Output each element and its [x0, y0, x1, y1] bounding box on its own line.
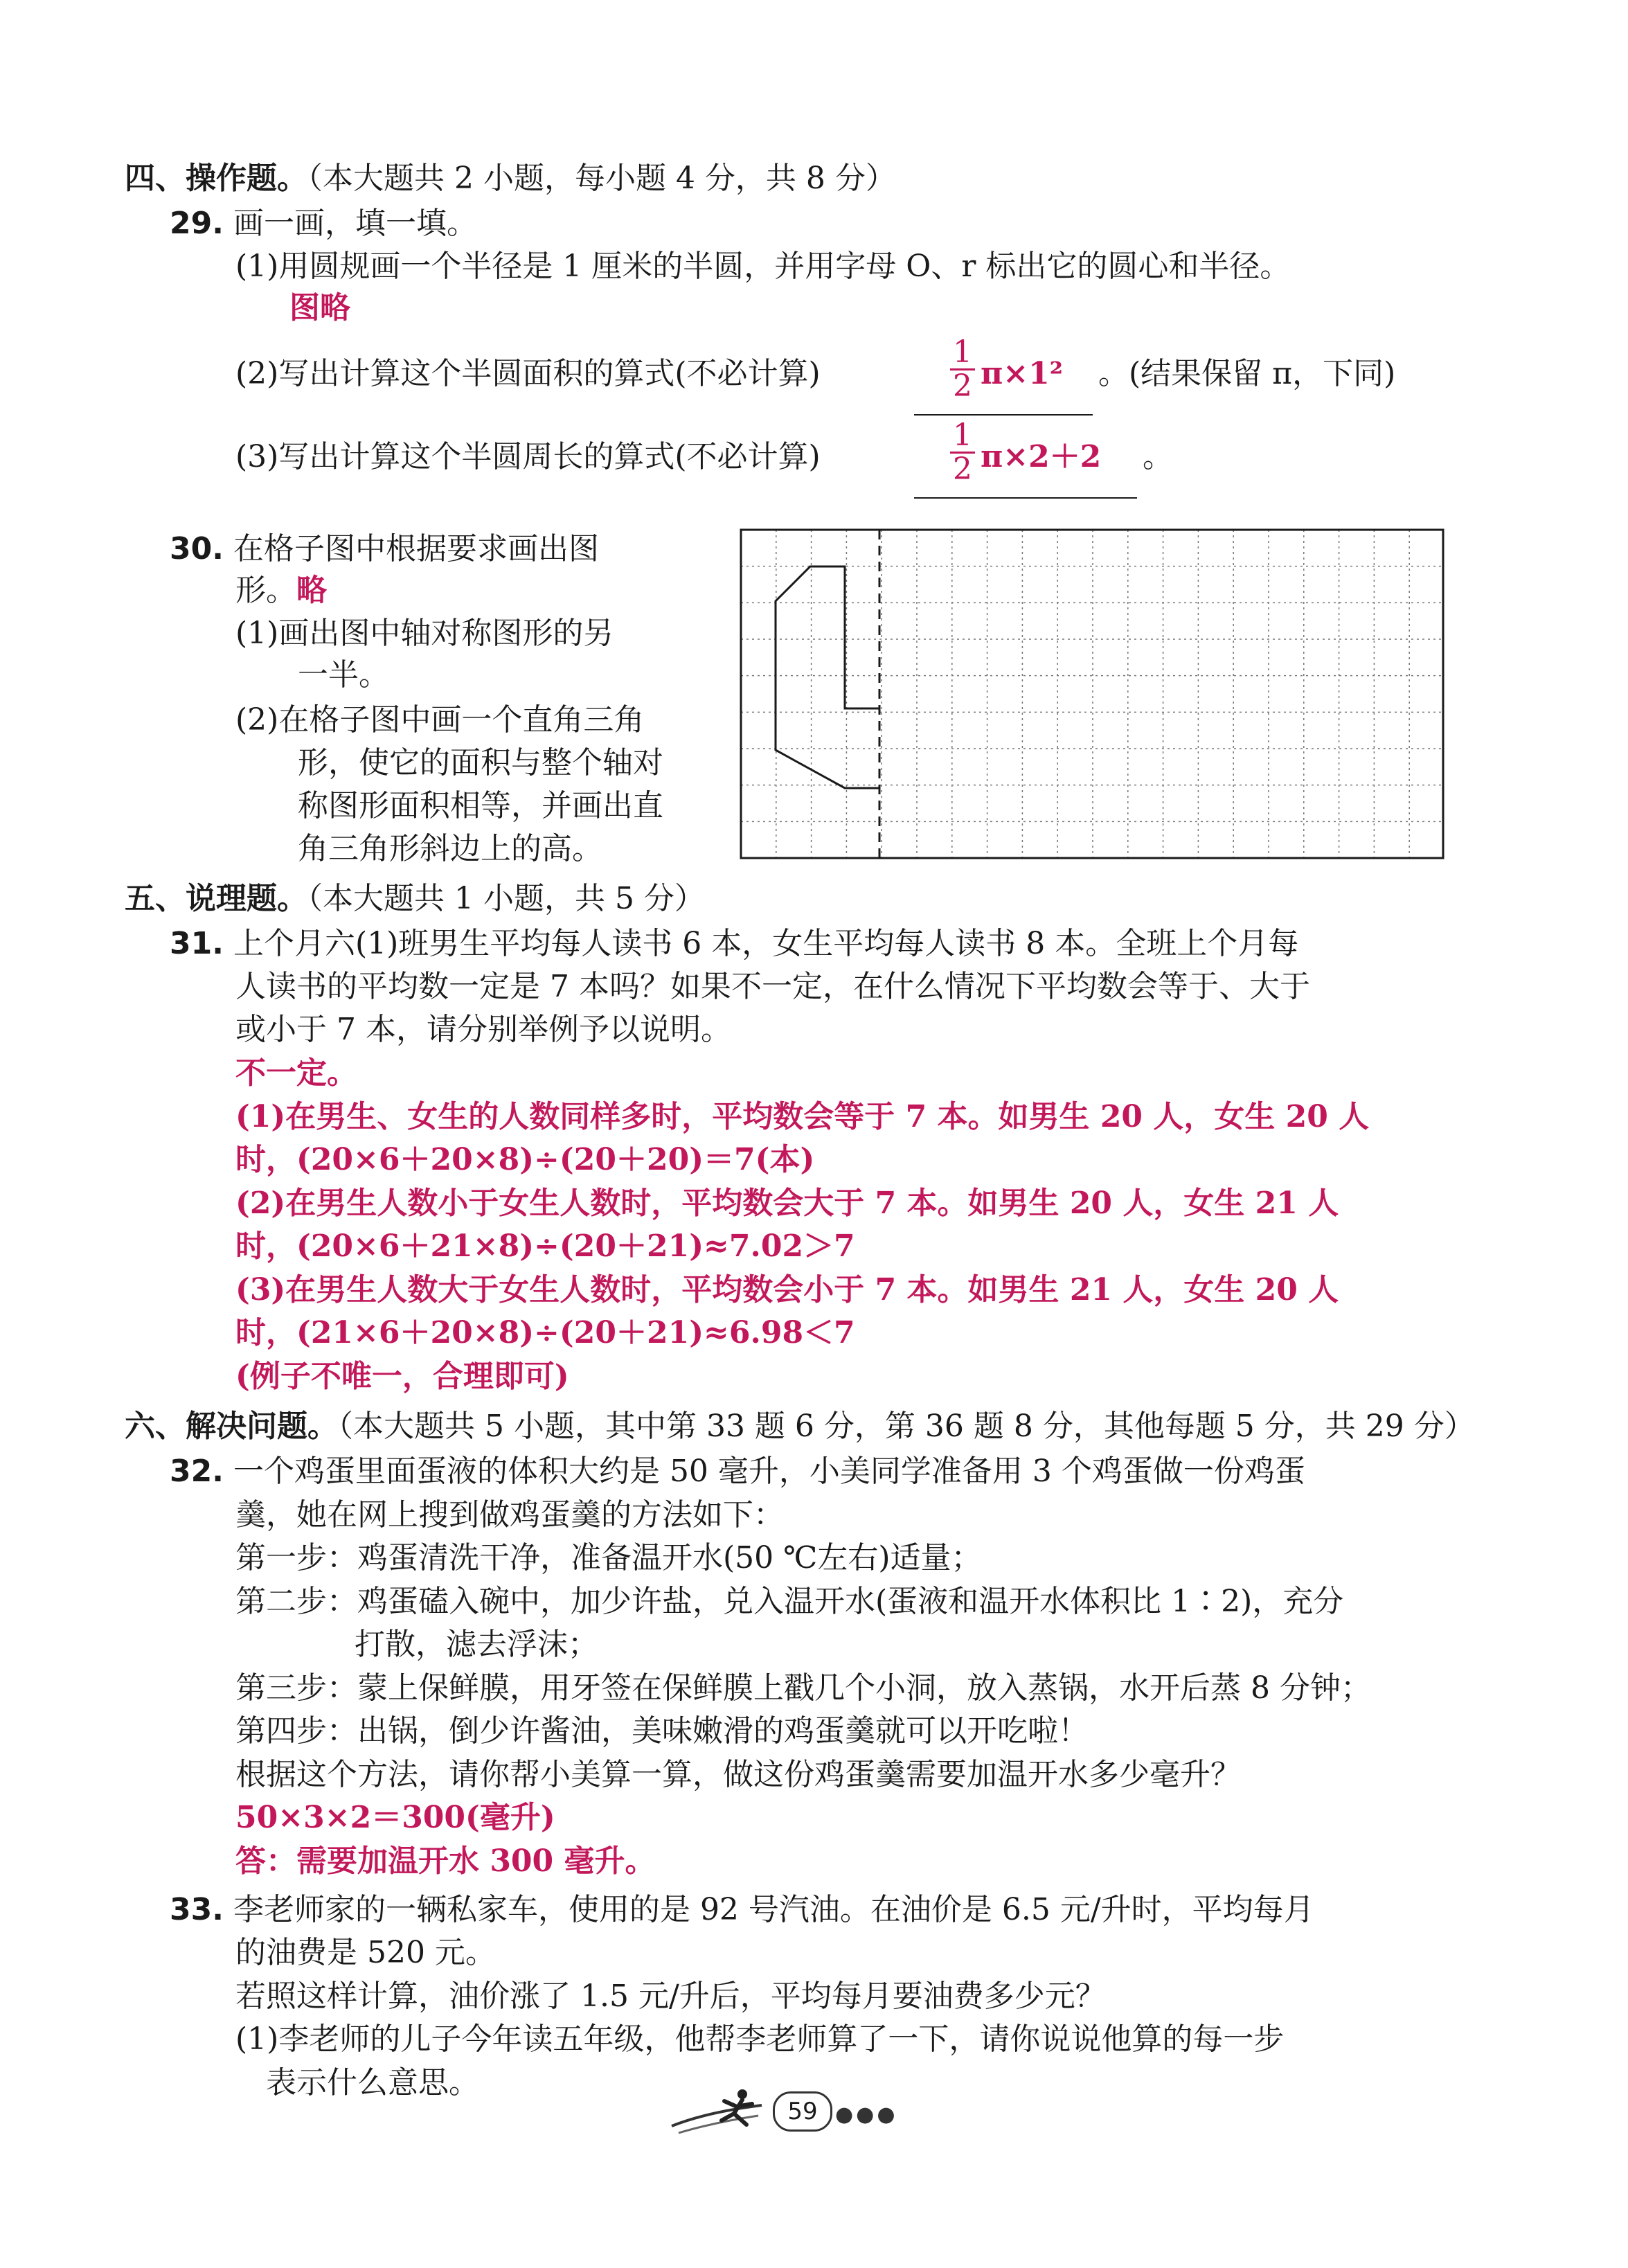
- q32-ask: 根据这个方法，请你帮小美算一算，做这份鸡蛋羹需要加温开水多少毫升？: [235, 1757, 1241, 1792]
- q30-part-2-line-4: 角三角形斜边上的高。: [298, 831, 602, 866]
- section-4-heading: [125, 158, 896, 199]
- q29-part-3: (3)写出计算这个半圆周长的算式(不必计算): [235, 439, 821, 474]
- q31-answer-7: (例子不唯一，合理即可): [235, 1359, 569, 1394]
- q30-part-2-line-3: 称图形面积相等，并画出直: [298, 788, 663, 823]
- q29-part-3-fraction: [950, 420, 975, 485]
- q30-part-2-line-2: 形，使它的面积与整个轴对: [298, 745, 663, 780]
- q30-answer: 略: [296, 573, 327, 608]
- question-text: 画一画，填一填。: [233, 206, 477, 241]
- grid-lines: [741, 530, 1443, 858]
- question-32: [170, 1451, 1305, 1492]
- q32-step-3: 第三步：蒙上保鲜膜，用牙签在保鲜膜上戳几个小洞，放入蒸锅，水开后蒸 8 分钟；: [235, 1670, 1371, 1706]
- question-number: 30.: [170, 531, 224, 566]
- q29-part-2-answer: π×1²: [981, 356, 1063, 391]
- fraction-denominator: 2: [953, 368, 972, 404]
- question-number: 31.: [170, 926, 224, 961]
- question-number: 29.: [170, 206, 224, 241]
- question-number: 32.: [170, 1454, 224, 1489]
- question-number: 33.: [170, 1892, 224, 1927]
- q29-part-3-tail: 。: [1143, 439, 1173, 474]
- answer-underline: [914, 414, 1093, 416]
- question-text: 上个月六(1)班男生平均每人读书 6 本，女生平均每人读书 8 本。全班上个月每: [233, 926, 1299, 961]
- section-title: 六、解决问题。: [125, 1409, 338, 1444]
- q31-answer-3: (2)在男生人数小于女生人数时，平均数会大于 7 本。如男生 20 人，女生 21 人: [235, 1186, 1339, 1221]
- section-note: （本大题共 1 小题，共 5 分）: [307, 881, 705, 916]
- q29-part-2: (2)写出计算这个半圆面积的算式(不必计算): [235, 356, 821, 391]
- q29-part-1-answer: 图略: [289, 290, 350, 325]
- question-text: 形。: [235, 573, 296, 608]
- q33-line-3: 若照这样计算，油价涨了 1.5 元/升后，平均每月要油费多少元？: [235, 1979, 1106, 2014]
- q29-part-2-tail: 。(结果保留 π，下同): [1098, 356, 1396, 391]
- q29-part-3-answer: π×2＋2: [981, 439, 1102, 474]
- page-dots: ●●●: [835, 2102, 898, 2127]
- fraction-numerator: 1: [953, 334, 972, 370]
- q30-part-2-line-1: (2)在格子图中画一个直角三角: [235, 702, 645, 738]
- section-note: （本大题共 5 小题，其中第 33 题 6 分，第 36 题 8 分，其他每题 5 分，共 29 分）: [338, 1409, 1475, 1444]
- q30-part-1-line-1: (1)画出图中轴对称图形的另: [235, 616, 614, 651]
- q33-part-1-cont: 表示什么意思。: [266, 2065, 479, 2100]
- section-note: （本大题共 2 小题，每小题 4 分，共 8 分）: [307, 161, 896, 196]
- q31-answer-1: (1)在男生、女生的人数同样多时，平均数会等于 7 本。如男生 20 人，女生 20 人: [235, 1099, 1370, 1134]
- q32-line-2: 羹，她在网上搜到做鸡蛋羹的方法如下：: [235, 1497, 784, 1533]
- q33-line-2: 的油费是 520 元。: [235, 1935, 496, 1970]
- answer-underline: [914, 497, 1137, 499]
- question-29: [170, 203, 477, 244]
- question-30-line-2: [235, 570, 327, 611]
- question-text: 一个鸡蛋里面蛋液的体积大约是 50 毫升，小美同学准备用 3 个鸡蛋做一份鸡蛋: [233, 1454, 1305, 1489]
- q31-answer-5: (3)在男生人数大于女生人数时，平均数会小于 7 本。如男生 21 人，女生 20 人: [235, 1272, 1339, 1307]
- q32-step-1: 第一步：鸡蛋清洗干净，准备温开水(50 ℃左右)适量；: [235, 1540, 982, 1575]
- fraction-denominator: 2: [953, 452, 972, 487]
- page-number: 59: [773, 2091, 832, 2132]
- q32-step-4: 第四步：出锅，倒少许酱油，美味嫩滑的鸡蛋羹就可以开吃啦！: [235, 1713, 1089, 1749]
- section-6-heading: [125, 1406, 1475, 1447]
- q29-part-1: (1)用圆规画一个半径是 1 厘米的半圆，并用字母 O、r 标出它的圆心和半径。: [235, 249, 1291, 284]
- question-text: 李老师家的一辆私家车，使用的是 92 号汽油。在油价是 6.5 元/升时，平均每月: [233, 1892, 1314, 1927]
- q31-answer-4: 时，(20×6＋21×8)÷(20＋21)≈7.02＞7: [235, 1229, 855, 1264]
- q33-part-1: (1)李老师的儿子今年读五年级，他帮李老师算了一下，请你说说他算的每一步: [235, 2021, 1285, 2057]
- section-title: 四、操作题。: [125, 161, 307, 196]
- fraction-numerator: 1: [953, 418, 972, 453]
- q32-step-2-cont: 打散，滤去浮沫；: [355, 1627, 598, 1662]
- q30-part-1-line-2: 一半。: [298, 657, 389, 693]
- question-31: [170, 923, 1298, 965]
- question-30: [170, 528, 599, 570]
- q32-step-2: 第二步：鸡蛋磕入碗中，加少许盐，兑入温开水(蛋液和温开水体积比 1∶2)，充分: [235, 1584, 1344, 1619]
- q32-answer-1: 50×3×2＝300(毫升): [235, 1800, 555, 1835]
- q29-part-2-fraction: [950, 334, 975, 404]
- q31-answer-6: 时，(21×6＋20×8)÷(20＋21)≈6.98＜7: [235, 1315, 855, 1350]
- half-symmetric-shape: [776, 566, 879, 788]
- section-title: 五、说理题。: [125, 881, 307, 916]
- q31-line-3: 或小于 7 本，请分别举例予以说明。: [235, 1012, 731, 1047]
- runner-logo-icon: [665, 2084, 769, 2140]
- grid-figure: [740, 528, 1446, 861]
- q31-answer-2: 时，(20×6＋20×8)÷(20＋20)＝7(本): [235, 1142, 815, 1177]
- section-5-heading: [125, 878, 705, 920]
- q31-answer-0: 不一定。: [235, 1055, 357, 1091]
- question-text: 在格子图中根据要求画出图: [233, 531, 599, 566]
- question-33: [170, 1889, 1314, 1931]
- q32-answer-2: 答：需要加温开水 300 毫升。: [235, 1843, 656, 1879]
- q31-line-2: 人读书的平均数一定是 7 本吗？如果不一定，在什么情况下平均数会等于、大于: [235, 969, 1310, 1004]
